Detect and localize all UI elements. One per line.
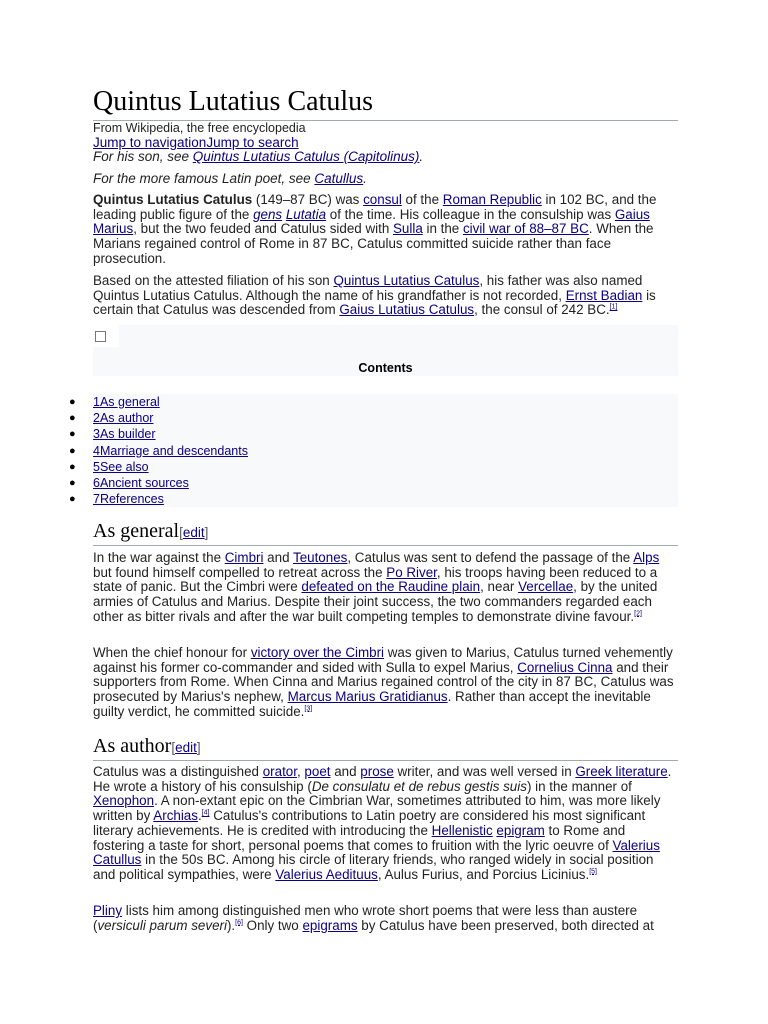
text-run: , the consul of 242 BC.	[474, 302, 610, 318]
citation-link[interactable]: [2]	[634, 610, 642, 618]
wiki-link[interactable]: epigrams	[302, 917, 358, 933]
bullet-icon: ●	[69, 493, 76, 506]
italic-text: versiculi parum severi	[97, 917, 227, 933]
intro-paragraph-1	[93, 193, 678, 267]
text-run: ) in the manner of	[526, 778, 632, 794]
text-run: in the 50s BC. Among his circle of literary friends, who ranged widely in social position and political sympathies, were	[93, 852, 654, 882]
author-paragraph-2	[93, 904, 678, 933]
text-run: Catulus was a distinguished	[93, 764, 263, 779]
text-run: , Catulus was sent to defend the passage of the	[347, 550, 634, 565]
wiki-link[interactable]: Marcus Marius Gratidianus	[287, 689, 448, 705]
italic-text: De consulatu et de rebus gestis suis	[311, 778, 527, 794]
edit-section-as-author-link[interactable]: edit	[175, 740, 197, 755]
toc-link-as-general[interactable]: 1As general	[93, 395, 160, 409]
wiki-link[interactable]: orator	[262, 764, 297, 779]
wiki-link[interactable]: Lutatia	[285, 206, 327, 222]
wiki-link[interactable]: epigram	[496, 822, 545, 838]
toc-title: Contents	[358, 361, 413, 375]
citation	[235, 919, 243, 926]
text-run: lists him among distinguished men who wrote short poems that were less than austere (	[93, 903, 638, 933]
toc-item	[0, 426, 700, 442]
section-heading-as-author: As author[edit]	[93, 734, 678, 761]
toc-item	[0, 394, 700, 410]
citation	[589, 868, 597, 875]
hatnote-son: For his son, see Quintus Lutatius Catulus (Capitolinus).	[93, 149, 424, 164]
text-run: by Catulus have been preserved, both directed at	[357, 917, 654, 933]
bullet-icon: ●	[69, 444, 76, 457]
text-run: Based on the attested filiation of his son	[93, 273, 334, 288]
toc-item	[0, 475, 700, 491]
text-run: . When the Marians regained control of Rome in 87 BC, Catulus committed suicide rather than face prosecution.	[93, 221, 654, 266]
wiki-link[interactable]: Pliny	[93, 903, 123, 918]
wiki-link[interactable]: defeated on the Raudine plain	[301, 579, 481, 595]
bold-text: Quintus Lutatius Catulus	[93, 192, 253, 207]
citation-link[interactable]: [4]	[201, 809, 210, 817]
wiki-link[interactable]: victory over the Cimbri	[250, 645, 385, 660]
wiki-link[interactable]: prose	[360, 764, 394, 779]
text-run: , his troops having been reduced to a state of panic. But the Cimbri were	[93, 564, 658, 595]
wiki-link[interactable]: Archias	[153, 808, 198, 824]
intro-paragraph-2	[93, 274, 678, 318]
section-heading-as-general: As general[edit]	[93, 519, 678, 546]
hatnote-poet-link[interactable]: Catullus	[314, 171, 364, 186]
text-run: When the chief honour for	[93, 645, 251, 660]
citation-link[interactable]: [6]	[235, 919, 243, 927]
wiki-link[interactable]: Vercellae	[518, 579, 574, 595]
text-run: Catulus's contributions to Latin poetry are considered his most significant literary achievements. He is credited with introducing the	[93, 808, 646, 838]
bullet-icon: ●	[69, 460, 76, 473]
citation-link[interactable]: [5]	[589, 868, 598, 876]
wiki-link[interactable]: Sulla	[392, 221, 423, 237]
text-run: was given to Marius, Catulus turned vehemently against his former co-commander and sided with Sulla to expel Marius,	[93, 645, 673, 675]
text-run: ,	[296, 764, 305, 779]
text-run: . He wrote a history of his consulship (	[93, 764, 672, 794]
text-run: of the time. His colleague in the consulship was	[326, 206, 615, 222]
toc-item	[0, 410, 700, 426]
toc-link-marriage[interactable]: 4Marriage and descendants	[93, 443, 248, 458]
toc-list	[0, 394, 700, 507]
text-run: , by the united armies of Catulus and Marius. Despite their joint success, the two commanders regarded each other as bitter rivals and after the war built competing temples to demonstrate divine favour.	[93, 579, 658, 624]
text-run: , Aulus Furius, and Porcius Licinius.	[377, 866, 590, 882]
citation-link[interactable]: [3]	[304, 705, 313, 713]
jump-to-navigation-link[interactable]: Jump to navigation	[93, 135, 207, 150]
wiki-link[interactable]: poet	[304, 764, 331, 779]
toc-item	[0, 459, 700, 475]
text-run: . Rather than accept the inevitable guilty verdict, he committed suicide.	[93, 689, 651, 719]
wiki-link[interactable]: Quintus Lutatius Catulus	[333, 273, 480, 288]
toc-item	[0, 491, 700, 507]
wiki-link[interactable]: Ernst Badian	[565, 287, 643, 303]
page-title: Quintus Lutatius Catulus	[93, 86, 678, 121]
toc-link-references[interactable]: 7References	[93, 492, 164, 507]
wiki-link[interactable]: Hellenistic	[431, 822, 493, 838]
jump-links	[93, 135, 299, 150]
toc-toggle-wrapper	[93, 325, 119, 347]
text-run: in the	[422, 221, 463, 237]
wiki-link[interactable]: Xenophon	[93, 793, 155, 809]
bullet-icon: ●	[69, 396, 76, 408]
toc-box	[93, 325, 678, 376]
text-run: to Rome and fostering a taste for short, personal poems that comes to fruition with the lyric oeuvre of	[93, 822, 626, 853]
hatnote-son-link[interactable]: Quintus Lutatius Catulus (Capitolinus)	[192, 149, 420, 164]
text-run: Only two	[242, 917, 303, 933]
citation-link[interactable]: [1]	[609, 303, 618, 311]
wiki-link[interactable]: Gaius Marius	[93, 206, 650, 237]
citation	[304, 705, 312, 712]
text-run: in 102 BC, and the leading public figure of the	[93, 192, 657, 222]
text-run: , near	[480, 579, 519, 595]
wiki-link[interactable]: Gaius Lutatius Catulus	[339, 302, 475, 318]
hatnote-poet: For the more famous Latin poet, see Catullus.	[93, 171, 367, 186]
text-run: is certain that Catulus was descended from	[93, 287, 656, 318]
text-run: and	[330, 764, 361, 779]
wiki-link[interactable]: Cornelius Cinna	[517, 659, 613, 675]
bullet-icon: ●	[69, 476, 76, 489]
bullet-icon: ●	[69, 412, 76, 425]
text-run: (149–87 BC) was	[252, 192, 364, 207]
text-run: ).	[226, 917, 236, 933]
text-run: of the	[401, 192, 443, 207]
author-paragraph-1	[93, 765, 678, 883]
text-run: writer, and was well versed in	[393, 764, 576, 779]
wiki-link[interactable]: Valerius Aedituus	[275, 866, 378, 882]
edit-section-link-wrapper: [edit]	[179, 525, 209, 540]
toc-link-ancient-sources[interactable]: 6Ancient sources	[93, 475, 189, 490]
toc-item	[0, 443, 700, 459]
text-run: and their supporters from Rome. When Cinna and Marius regained control of the city in 87 BC, Catulus was prosecuted by Marius's nephew,	[93, 659, 674, 705]
text-run: .	[197, 808, 202, 824]
general-paragraph-1	[93, 551, 678, 625]
wiki-link[interactable]: Valerius Catullus	[93, 837, 660, 868]
toc-toggle-checkbox[interactable]	[95, 331, 106, 342]
text-run: . A non-extant epic on the Cimbrian War, sometimes attributed to him, was more likely written by	[93, 793, 661, 824]
wiki-link[interactable]: consul	[363, 192, 402, 207]
wiki-link[interactable]: Alps	[633, 550, 660, 565]
text-run: but found himself compelled to retreat across the	[93, 564, 387, 580]
wiki-link[interactable]: gens	[253, 206, 283, 222]
citation	[634, 610, 642, 617]
bullet-icon: ●	[69, 428, 76, 441]
toc-link-as-author[interactable]: 2As author	[93, 411, 154, 426]
edit-section-link-wrapper-2: [edit]	[171, 740, 201, 755]
wiki-link[interactable]: civil war of 88–87 BC	[462, 221, 589, 237]
wiki-link[interactable]: Po River	[386, 564, 437, 580]
wiki-link[interactable]: Greek literature	[575, 764, 668, 779]
toc-link-see-also[interactable]: 5See also	[93, 459, 149, 474]
wiki-link[interactable]: Teutones	[293, 550, 348, 565]
text-run: and	[263, 550, 293, 565]
jump-to-search-link[interactable]: Jump to search	[206, 135, 299, 150]
text-run: , but the two feuded and Catulus sided with	[133, 221, 393, 237]
text-run: , his father was also named Quintus Lutatius Catulus. Although the name of his grandfather is not recorded,	[93, 273, 643, 303]
site-subtitle: From Wikipedia, the free encyclopedia	[93, 121, 306, 135]
citation	[610, 304, 618, 311]
toc-link-as-builder[interactable]: 3As builder	[93, 427, 156, 442]
text-run: In the war against the	[93, 550, 225, 565]
wiki-link[interactable]: Cimbri	[224, 550, 264, 565]
general-paragraph-2	[93, 646, 678, 720]
wiki-link[interactable]: Roman Republic	[442, 192, 542, 207]
edit-section-as-general-link[interactable]: edit	[182, 525, 205, 540]
